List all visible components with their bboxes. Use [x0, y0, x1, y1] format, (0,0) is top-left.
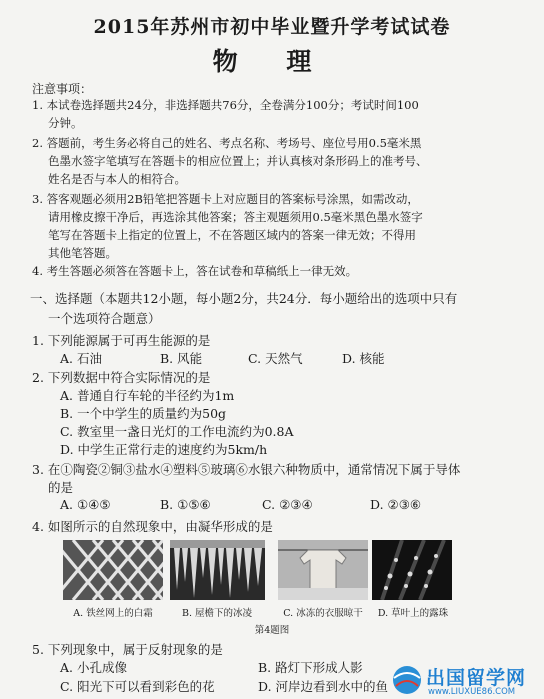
question-1-stem: 1. 下列能源属于可再生能源的是 — [32, 333, 211, 348]
q1-option-a: A. 石油 — [60, 351, 102, 366]
site-watermark — [388, 661, 544, 699]
figure-label: 第4题图 — [254, 625, 290, 636]
notice-line: 姓名是否与本人的相符合。 — [48, 172, 186, 186]
q3-option-d: D. ②③⑥ — [370, 497, 422, 512]
notice-line: 笔写在答题卡上指定的位置上，不在答题区域内的答案一律无效；不得用 — [48, 228, 416, 242]
watermark-cn: 出国留学网 — [426, 667, 527, 689]
q3-option-c: C. ②③④ — [262, 497, 313, 512]
question-4-stem: 4. 如图所示的自然现象中，由凝华形成的是 — [32, 519, 273, 534]
q2-option-a: A. 普通自行车轮的半径约为1m — [60, 388, 235, 403]
question-5-stem: 5. 下列现象中，属于反射现象的是 — [32, 642, 223, 657]
q5-option-c: C. 阳光下可以看到彩色的花 — [60, 679, 215, 694]
notice-line: 分钟。 — [48, 116, 83, 130]
notice-line: 2. 答题前，考生务必将自己的姓名、考点名称、考场号、座位号用0.5毫米黑 — [32, 136, 422, 150]
notice-line: 1. 本试卷选择题共24分，非选择题共76分，全卷满分100分；考试时间100 — [32, 98, 419, 112]
dew-on-grass-image — [372, 540, 452, 600]
notice-heading: 注意事项： — [32, 82, 93, 96]
notice-line: 色墨水签字笔填写在答题卡的相应位置上；并认真核对条形码上的准考号、 — [48, 154, 428, 168]
q5-option-d: D. 河岸边看到水中的鱼 — [258, 679, 389, 694]
q5-option-a: A. 小孔成像 — [60, 660, 127, 675]
q4-caption-b: B. 屋檐下的冰凌 — [181, 608, 253, 619]
question-2-stem: 2. 下列数据中符合实际情况的是 — [32, 370, 211, 385]
question-3-stem-cont: 的是 — [48, 480, 74, 495]
q1-option-d: D. 核能 — [342, 351, 385, 366]
section-heading-cont: 一个选项符合题意） — [48, 311, 161, 326]
watermark-url: www.LIUXUE86.COM — [428, 687, 516, 697]
exam-title: 2015年苏州市初中毕业暨升学考试试卷 — [93, 16, 451, 38]
globe-logo-icon — [390, 664, 424, 696]
icicles-image — [170, 540, 265, 600]
q1-option-b: B. 风能 — [160, 351, 203, 366]
q4-caption-c: C. 冰冻的衣服晾干 — [283, 608, 363, 619]
q1-option-c: C. 天然气 — [248, 351, 303, 366]
q3-option-b: B. ①⑤⑥ — [160, 497, 211, 512]
q3-option-a: A. ①④⑤ — [60, 497, 111, 512]
q2-option-b: B. 一个中学生的质量约为50g — [60, 406, 227, 421]
notice-line: 3. 答客观题必须用2B铅笔把答题卡上对应题目的答案标号涂黑，如需改动， — [32, 192, 419, 206]
notice-line: 4. 考生答题必须答在答题卡上，答在试卷和草稿纸上一律无效。 — [32, 264, 358, 278]
q4-caption-d: D. 草叶上的露珠 — [377, 608, 449, 619]
q5-option-b: B. 路灯下形成人影 — [258, 660, 363, 675]
notice-line: 请用橡皮擦干净后，再选涂其他答案；答主观题须用0.5毫米黑色墨水签字 — [48, 210, 423, 224]
frost-wire-mesh-image — [63, 540, 163, 600]
q2-option-c: C. 教室里一盏日光灯的工作电流约为0.8A — [60, 424, 294, 439]
q4-caption-a: A. 铁丝网上的白霜 — [73, 608, 153, 619]
q2-option-d: D. 中学生正常行走的速度约为5km/h — [60, 442, 268, 457]
notice-line: 其他笔答题。 — [48, 246, 117, 260]
section-heading: 一、选择题（本题共12小题，每小题2分，共24分．每小题给出的选项中只有 — [30, 291, 458, 306]
subject-title: 物 理 — [212, 47, 332, 76]
question-3-stem: 3. 在①陶瓷②铜③盐水④塑料⑤玻璃⑥水银六种物质中，通常情况下属于导体 — [32, 462, 461, 477]
frozen-clothes-image — [278, 540, 368, 600]
